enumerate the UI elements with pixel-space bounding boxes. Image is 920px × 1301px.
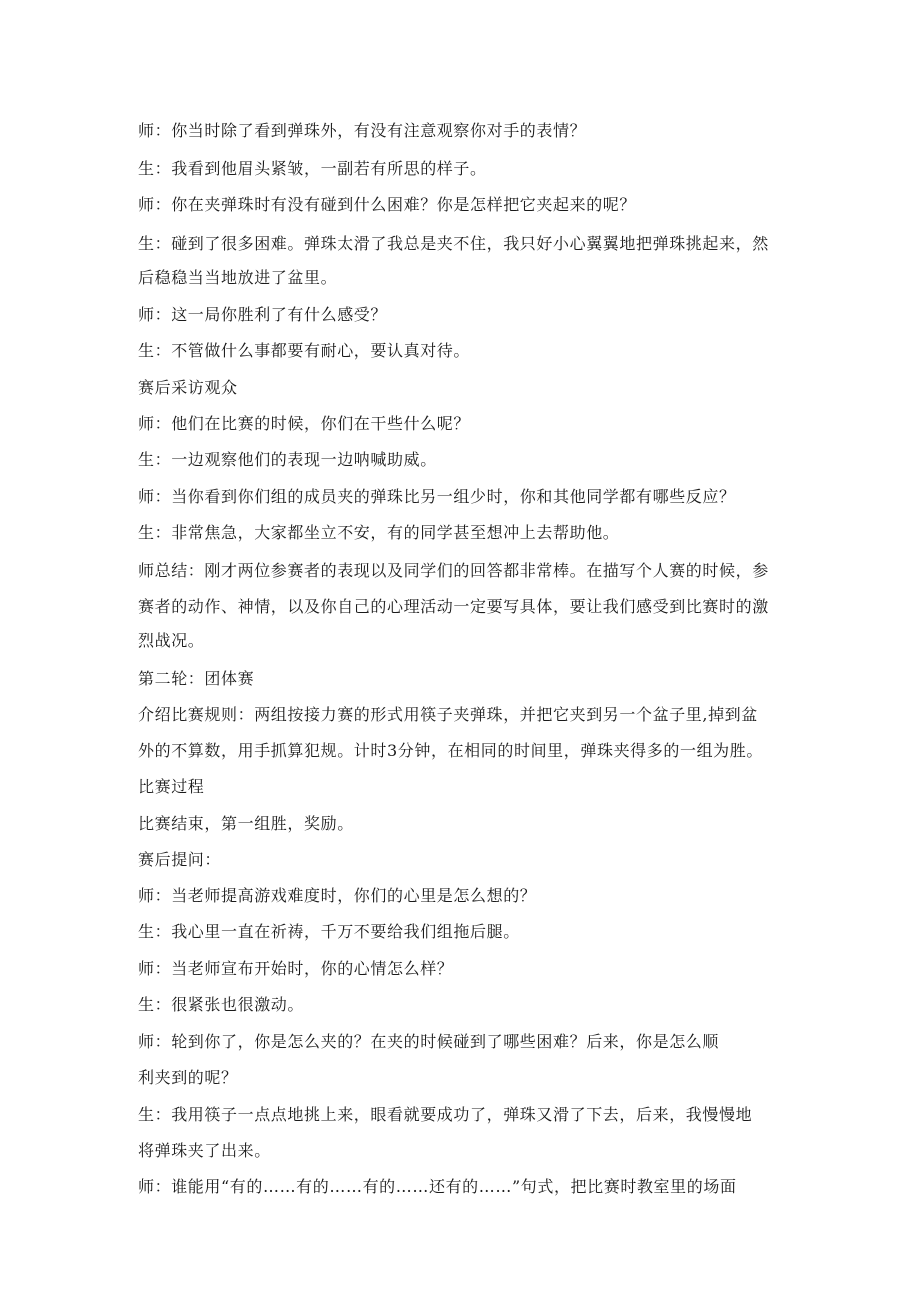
text-line: 外的不算数，用手抓算犯规。计时3分钟，在相同的时间里，弹珠夹得多的一组为胜。 [138, 741, 763, 760]
text-line: 师：轮到你了，你是怎么夹的？在夹的时候碰到了哪些困难？后来，你是怎么顺 [138, 1032, 720, 1051]
text-line: 生：我看到他眉头紧皱，一副若有所思的样子。 [138, 159, 487, 178]
text-line: 烈战况。 [138, 631, 205, 650]
text-line: 后稳稳当当地放进了盆里。 [138, 268, 338, 287]
text-line: 将弹珠夹了出来。 [138, 1141, 271, 1160]
text-line: 生：碰到了很多困难。弹珠太滑了我总是夹不住，我只好小心翼翼地把弹珠挑起来，然 [138, 234, 769, 253]
text-line: 生：很紧张也很激动。 [138, 995, 305, 1014]
text-line: 介绍比赛规则：两组按接力赛的形式用筷子夹弹珠，并把它夹到另一个盆子里,掉到盆 [138, 705, 758, 724]
text-line: 利夹到的呢？ [138, 1068, 238, 1087]
text-line: 师：当老师提高游戏难度时，你们的心里是怎么想的？ [138, 886, 537, 905]
section-heading: 赛后提问： [138, 850, 222, 869]
text-line: 比赛结束，第一组胜，奖励。 [138, 814, 354, 833]
text-line: 师：当你看到你们组的成员夹的弹珠比另一组少时，你和其他同学都有哪些反应？ [138, 487, 736, 506]
text-line: 师：当老师宣布开始时，你的心情怎么样？ [138, 959, 454, 978]
text-line: 生：非常焦急，大家都坐立不安，有的同学甚至想冲上去帮助他。 [138, 523, 620, 542]
text-line: 生：我心里一直在祈祷，千万不要给我们组拖后腿。 [138, 922, 520, 941]
text-line: 赛者的动作、神情，以及你自己的心理活动一定要写具体，要让我们感受到比赛时的激 [138, 597, 769, 616]
text-line: 师：他们在比赛的时候，你们在干些什么呢？ [138, 414, 471, 433]
text-line: 生：不管做什么事都要有耐心，要认真对待。 [138, 341, 471, 360]
text-line: 师：谁能用“有的……有的……有的……还有的……”句式，把比赛时教室里的场面 [138, 1177, 737, 1196]
text-line: 师：这一局你胜利了有什么感受？ [138, 305, 388, 324]
text-line: 师：你当时除了看到弹珠外，有没有注意观察你对手的表情？ [138, 121, 587, 140]
section-heading: 比赛过程 [138, 777, 205, 796]
section-heading: 第二轮：团体赛 [138, 669, 255, 688]
text-line: 生：一边观察他们的表现一边呐喊助威。 [138, 450, 437, 469]
text-line: 生：我用筷子一点点地挑上来，眼看就要成功了，弹珠又滑了下去，后来，我慢慢地 [138, 1105, 753, 1124]
text-line: 师总结：刚才两位参赛者的表现以及同学们的回答都非常棒。在描写个人赛的时候，参 [138, 561, 769, 580]
text-line: 师：你在夹弹珠时有没有碰到什么困难？你是怎样把它夹起来的呢？ [138, 195, 637, 214]
section-heading: 赛后采访观众 [138, 378, 238, 397]
